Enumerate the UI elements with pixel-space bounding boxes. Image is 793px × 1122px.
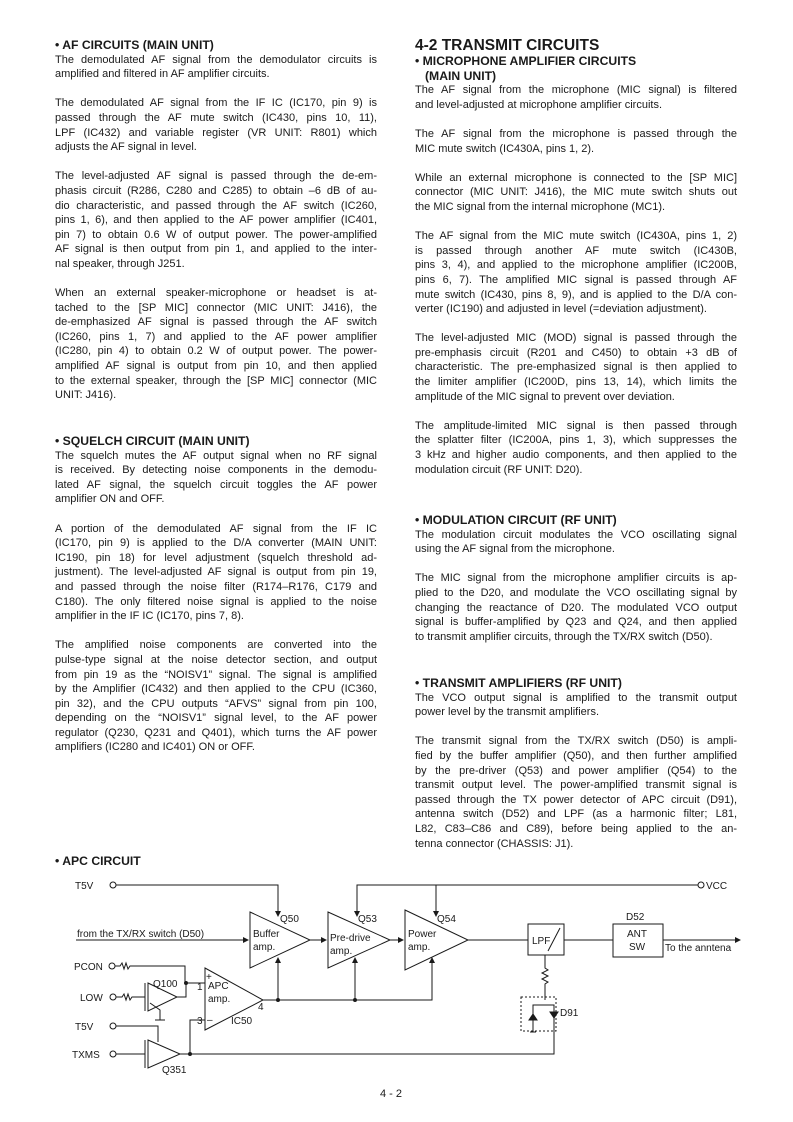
af-circuits-section bbox=[55, 38, 377, 417]
d52-label: D52 bbox=[626, 912, 645, 923]
af-circuits-heading: • AF CIRCUITS (MAIN UNIT) bbox=[55, 38, 214, 52]
ant-label: ANT bbox=[627, 929, 647, 940]
apc-label-2: amp. bbox=[208, 994, 231, 1005]
text-line: UNIT: J416). bbox=[55, 389, 117, 402]
power-label-2: amp. bbox=[408, 942, 431, 953]
paragraph bbox=[55, 96, 377, 154]
t5v-top-label: T5V bbox=[75, 881, 94, 892]
text-line: by the Amplifier (IC432) and then applied to the CPU (IC360, bbox=[55, 683, 377, 696]
text-line: pins 3, 4), and applied to the microphone amplifier (IC200B, bbox=[415, 259, 737, 272]
text-line: amplifiers (IC280 and IC401) ON or OFF. bbox=[55, 741, 255, 754]
text-line: justment). The level-adjusted AF signal is output from pin 19, bbox=[55, 566, 377, 579]
text-line: The demodulated AF signal from the demodulator circuits is bbox=[55, 53, 377, 66]
text-line: plied to the D20, and modulate the VCO oscillating signal by bbox=[415, 586, 737, 599]
text-line: The squelch mutes the AF output signal when no RF signal bbox=[55, 449, 377, 462]
paragraph bbox=[415, 734, 737, 851]
low-label: LOW bbox=[80, 993, 103, 1004]
from-txrx-label: from the TX/RX switch (D50) bbox=[77, 929, 205, 940]
text-line: The AF signal from the microphone is passed through the bbox=[415, 127, 737, 140]
text-line: amplified and filtered in AF amplifier circuits. bbox=[55, 68, 270, 81]
squelch-heading: • SQUELCH CIRCUIT (MAIN UNIT) bbox=[55, 434, 250, 448]
text-line: pins 6, 7). The amplified MIC signal is passed through AF bbox=[415, 273, 737, 286]
page-number: 4 - 2 bbox=[380, 1088, 403, 1100]
ic50-label: IC50 bbox=[231, 1016, 253, 1027]
to-antenna-label: To the anntena bbox=[665, 943, 732, 954]
text-line: amplifier ON and OFF. bbox=[55, 493, 165, 506]
plus-label: + bbox=[206, 972, 212, 983]
section-title: 4-2 TRANSMIT CIRCUITS bbox=[415, 37, 600, 54]
t5v-top-terminal bbox=[110, 882, 116, 888]
text-line: A portion of the demodulated AF signal from the IF IC bbox=[55, 522, 377, 535]
text-line: The demodulated AF signal from the IF IC (IC170, pin 9) is bbox=[55, 97, 377, 110]
text-line: pre-emphasis circuit (R201 and C450) to obtain +3 dB of bbox=[415, 346, 737, 359]
text-line: L82, C83–C86 and C89), before being applied to the an- bbox=[415, 822, 737, 835]
text-line: the MIC signal from the internal microphone (MC1). bbox=[415, 200, 666, 213]
text-line: The MIC signal from the microphone amplifier circuits is ap- bbox=[415, 572, 737, 585]
text-line: using the AF signal from the microphone. bbox=[415, 543, 615, 556]
transmit-body bbox=[415, 691, 737, 852]
pcon-label: PCON bbox=[74, 962, 103, 973]
predrive-label-2: amp. bbox=[330, 946, 353, 957]
text-line: power level by the transmit amplifiers. bbox=[415, 706, 600, 719]
text-line: the limiter amplifier (IC200D, pins 13, 14), which limits the bbox=[415, 376, 737, 389]
q54-label: Q54 bbox=[437, 914, 456, 925]
q50-label: Q50 bbox=[280, 914, 299, 925]
text-line: characteristic. The pre-emphasized signal is then applied to bbox=[415, 361, 737, 374]
text-line: (IC170, pin 9) is applied to the D/A converter (MAIN UNIT: bbox=[55, 537, 377, 550]
q53-label: Q53 bbox=[358, 914, 377, 925]
text-line: depending on the “NOISV1” signal level, to the AF power bbox=[55, 712, 377, 725]
txms-label: TXMS bbox=[72, 1050, 100, 1061]
text-line: de-emphasized AF signal is passed through the AF switch bbox=[55, 316, 377, 329]
paragraph bbox=[415, 528, 737, 557]
text-line: The amplified noise components are converted into the bbox=[55, 639, 377, 652]
paragraph bbox=[415, 331, 737, 404]
text-line: mute switch (IC430, pins 8, 9), and is applied to the D/A con- bbox=[415, 288, 737, 301]
lpf-label: LPF bbox=[532, 936, 551, 947]
paragraph bbox=[415, 571, 737, 644]
apc-circuit-diagram bbox=[0, 870, 793, 1080]
apc-label-1: APC bbox=[208, 981, 229, 992]
text-line: C180). The only filtered noise signal is applied to the noise bbox=[55, 595, 377, 608]
text-line: from pin 19 as the “NOISV1” signal. The signal is amplified bbox=[55, 668, 377, 681]
paragraph bbox=[55, 53, 377, 82]
vcc-label: VCC bbox=[706, 881, 728, 892]
paragraph bbox=[415, 229, 737, 317]
text-line: dio characteristic, and passed through the AF switch (IC260, bbox=[55, 199, 377, 212]
text-line: passed through the AF mute switch (IC430, pins 10, 11), bbox=[55, 111, 377, 124]
text-line: adjusts the AF signal in level. bbox=[55, 141, 197, 154]
t5v-bottom-label: T5V bbox=[75, 1022, 94, 1033]
pin1-label: 1 bbox=[197, 982, 203, 993]
text-line: is passed through another AF mute switch (IC430B, bbox=[415, 244, 737, 257]
text-line: LPF (IC432) and variable register (VR UNIT: R801) which bbox=[55, 126, 377, 139]
paragraph bbox=[55, 522, 377, 624]
text-line: by the pre-driver (Q53) and power amplifier (Q54) to the bbox=[415, 764, 737, 777]
text-line: changing the reactance of D20. The modulated VCO output bbox=[415, 601, 737, 614]
transmit-amplifiers-section bbox=[415, 676, 737, 866]
text-line: fied by the buffer amplifier (Q50), and then further amplified bbox=[415, 749, 737, 762]
d91-label: D91 bbox=[560, 1008, 579, 1019]
text-line: (IC280, pin 4) to obtain 0.2 W of output power. The power- bbox=[55, 345, 377, 358]
text-line: The amplitude-limited MIC signal is then passed through bbox=[415, 419, 737, 432]
paragraph bbox=[55, 449, 377, 507]
mic-heading-line1: • MICROPHONE AMPLIFIER CIRCUITS bbox=[415, 54, 637, 68]
text-line: the splatter filter (IC200A, pins 1, 3), which suppresses the bbox=[415, 434, 737, 447]
text-line: modulation circuit (RF UNIT: D20). bbox=[415, 463, 583, 476]
paragraph bbox=[55, 638, 377, 755]
pin3-label: 3 bbox=[197, 1016, 203, 1027]
pin4-label: 4 bbox=[258, 1002, 264, 1013]
text-line: phasis circuit (R286, C280 and C285) to obtain –6 dB of au- bbox=[55, 184, 377, 197]
text-line: pin 7) to obtain 0.6 W of output power. The power-amplified bbox=[55, 228, 377, 241]
modulation-heading: • MODULATION CIRCUIT (RF UNIT) bbox=[415, 513, 617, 527]
text-line: is received. By detecting noise components in the demodu- bbox=[55, 464, 377, 477]
minus-label: – bbox=[207, 1015, 213, 1026]
paragraph bbox=[55, 169, 377, 271]
mic-amplifier-section bbox=[415, 37, 737, 492]
sw-label: SW bbox=[629, 942, 646, 953]
text-line: The VCO output signal is amplified to the transmit output bbox=[415, 691, 737, 704]
text-line: signal is buffer-amplified by Q23 and Q24, and then applied bbox=[415, 616, 737, 629]
paragraph bbox=[415, 419, 737, 477]
mic-heading-line2: (MAIN UNIT) bbox=[425, 68, 497, 83]
q351-symbol bbox=[145, 1040, 180, 1068]
text-line: amplified AF signal is output from pin 10, and then applied bbox=[55, 360, 377, 373]
text-line: antenna switch (D52) and LPF (as a harmonic filter; L81, bbox=[415, 808, 737, 821]
text-line: amplifier in the IF IC (IC170, pins 7, 8). bbox=[55, 610, 244, 623]
buffer-label-2: amp. bbox=[253, 942, 276, 953]
text-line: nal speaker, through J251. bbox=[55, 257, 185, 270]
text-line: The transmit signal from the TX/RX switch (D50) is ampli- bbox=[415, 735, 737, 748]
text-line: tached to the [SP MIC] connector (MIC UNIT: J416), the bbox=[55, 301, 377, 314]
squelch-body bbox=[55, 449, 377, 755]
text-line: The AF signal from the MIC mute switch (IC430A, pins 1, 2) bbox=[415, 230, 737, 243]
buffer-label-1: Buffer bbox=[253, 929, 280, 940]
text-line: The level-adjusted AF signal is passed through the de-em- bbox=[55, 170, 377, 183]
text-line: regulator (Q230, Q231 and Q401), which turns the AF power bbox=[55, 726, 377, 739]
text-line: lated AF signal, the squelch circuit toggles the AF power bbox=[55, 478, 377, 491]
text-line: MIC mute switch (IC430A, pins 1, 2). bbox=[415, 142, 595, 155]
text-line: While an external microphone is connected to the [SP MIC] bbox=[415, 171, 737, 184]
mic-body bbox=[415, 83, 737, 477]
text-line: passed through the TX power detector of APC circuit (D91), bbox=[415, 793, 737, 806]
transmit-heading: • TRANSMIT AMPLIFIERS (RF UNIT) bbox=[415, 676, 622, 690]
paragraph bbox=[415, 127, 737, 156]
paragraph bbox=[415, 691, 737, 720]
text-line: connector (MIC UNIT: J416), the MIC mute switch shuts out bbox=[415, 186, 737, 199]
text-line: IC190, pin 18) for level adjustment (squelch threshold ad- bbox=[55, 551, 377, 564]
predrive-label-1: Pre-drive bbox=[330, 933, 371, 944]
text-line: The modulation circuit modulates the VCO oscillating signal bbox=[415, 528, 737, 541]
text-line: When an external speaker-microphone or headset is at- bbox=[55, 287, 377, 300]
text-line: to transmit amplifier circuits, through the TX/RX switch (D50). bbox=[415, 630, 713, 643]
text-line: The AF signal from the microphone (MIC signal) is filtered bbox=[415, 84, 737, 97]
paragraph bbox=[55, 286, 377, 403]
text-line: and level-adjusted at microphone amplifier circuits. bbox=[415, 98, 663, 111]
text-line: pulse-type signal at the noise detector section, and output bbox=[55, 653, 377, 666]
modulation-section bbox=[415, 513, 737, 659]
text-line: amplitude of the MIC signal to prevent over deviation. bbox=[415, 390, 675, 403]
text-line: AF signal is then output from pin 1, and applied to the inter- bbox=[55, 243, 377, 256]
text-line: (IC260, pins 1, 7) and applied to the AF power amplifier bbox=[55, 330, 377, 343]
text-line: pin 32), and the CPU outputs “AFVS” signal from pin 100, bbox=[55, 697, 377, 710]
q100-label: Q100 bbox=[153, 979, 178, 990]
paragraph bbox=[415, 171, 737, 215]
text-line: to the external speaker, through the [SP MIC] connector (MIC bbox=[55, 374, 377, 387]
text-line: verter (IC190) and adjusted in level (=deviation adjustment). bbox=[415, 303, 707, 316]
af-circuits-body bbox=[55, 53, 377, 403]
modulation-body bbox=[415, 528, 737, 645]
text-line: transmit output level. The power-amplified transmit signal is bbox=[415, 779, 737, 792]
text-line: The level-adjusted MIC (MOD) signal is passed through the bbox=[415, 332, 737, 345]
text-line: pins 1, 6), and then applied to the AF power amplifier (IC401, bbox=[55, 214, 377, 227]
text-line: and passed through the noise filter (R174–R176, C179 and bbox=[55, 580, 377, 593]
apc-heading: • APC CIRCUIT bbox=[55, 854, 141, 868]
text-line: 3 kHz and higher audio components, and then applied to the bbox=[415, 449, 737, 462]
power-label-1: Power bbox=[408, 929, 437, 940]
squelch-section bbox=[55, 434, 377, 770]
vcc-terminal bbox=[698, 882, 704, 888]
paragraph bbox=[415, 83, 737, 112]
q351-label: Q351 bbox=[162, 1065, 187, 1076]
text-line: tenna connector (CHASSIS: J1). bbox=[415, 837, 574, 850]
